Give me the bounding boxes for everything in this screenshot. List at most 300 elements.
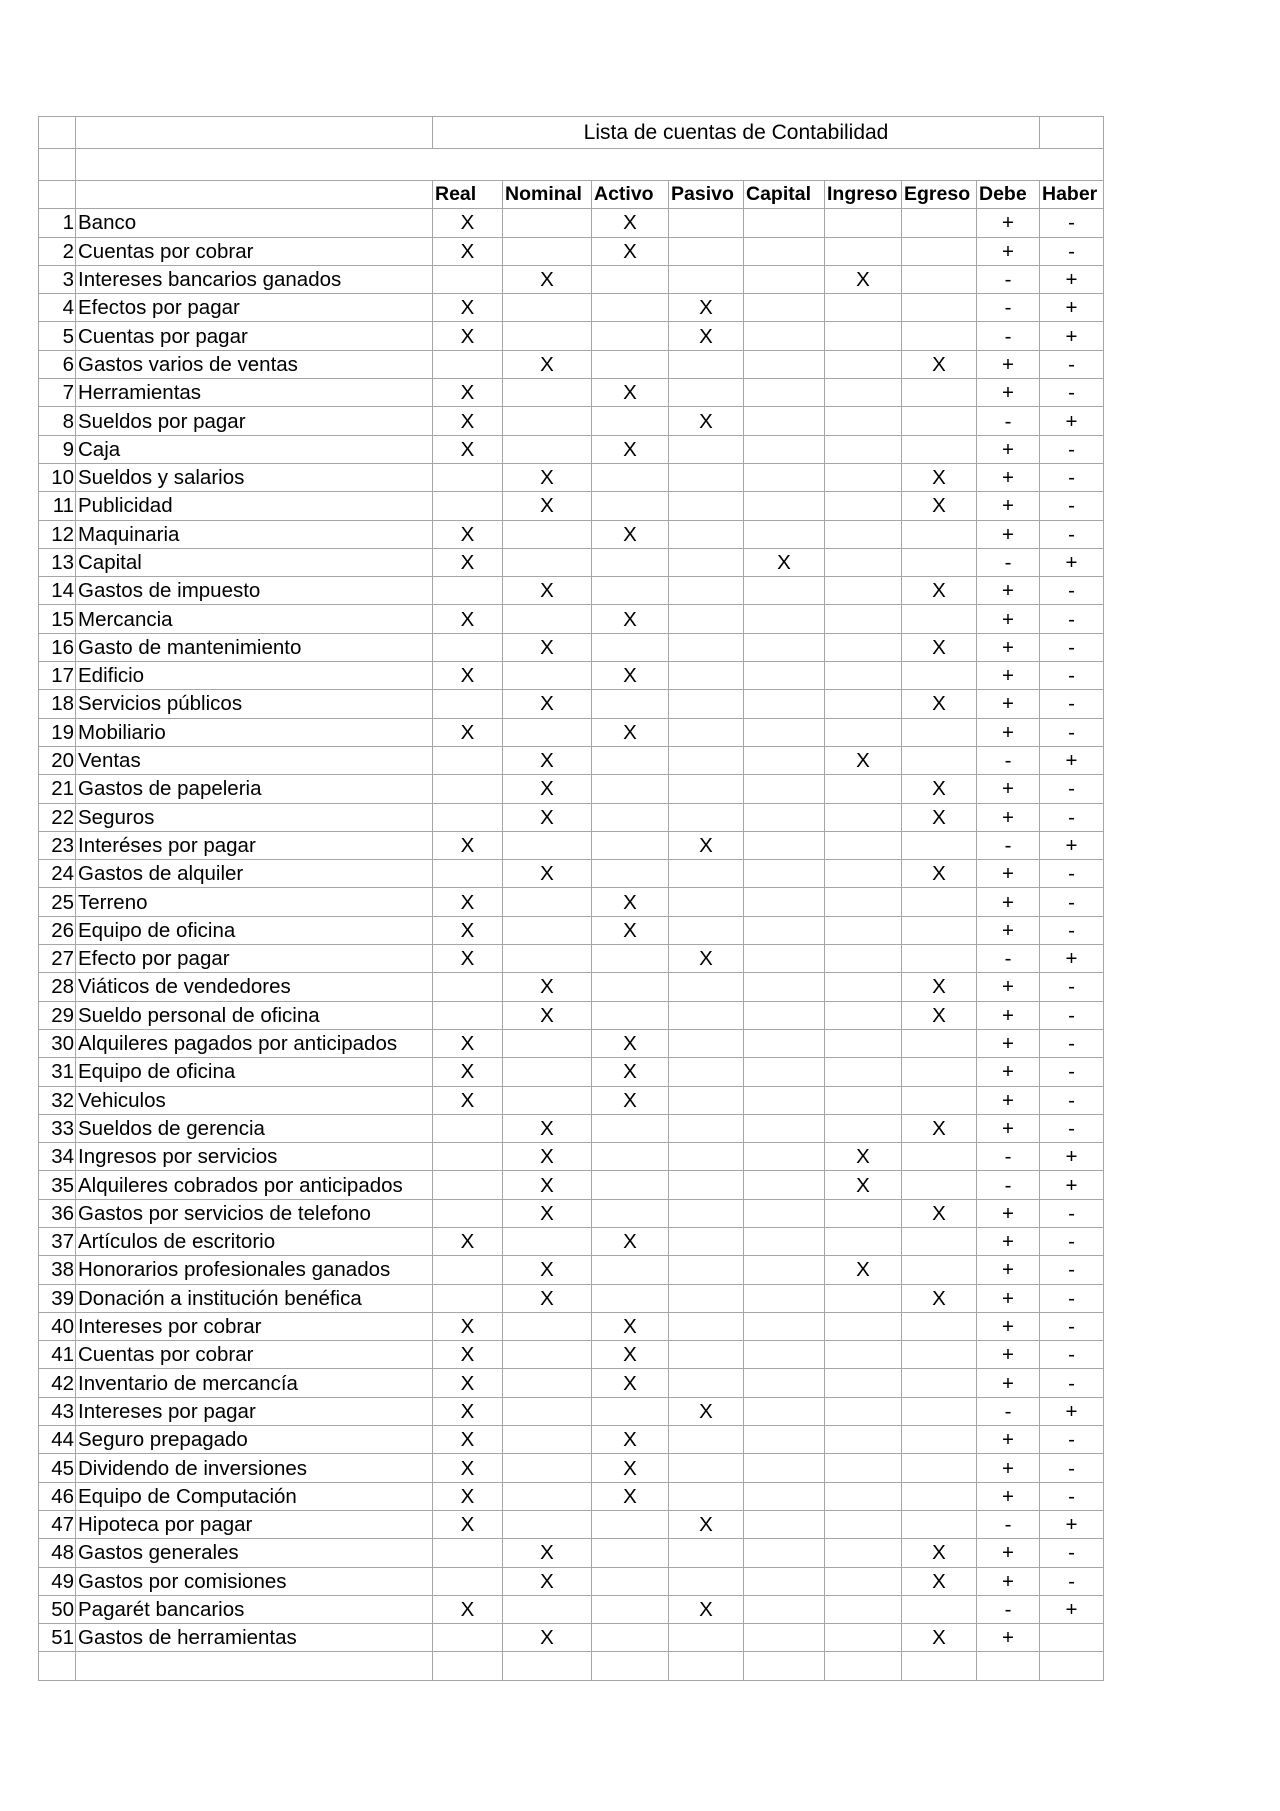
pasivo-mark[interactable] (669, 803, 744, 831)
nominal-mark[interactable] (503, 1454, 592, 1482)
pasivo-mark[interactable] (669, 1341, 744, 1369)
activo-mark[interactable] (592, 633, 669, 661)
account-name[interactable]: Sueldos de gerencia (76, 1114, 433, 1142)
row-number[interactable]: 39 (39, 1284, 76, 1312)
ingreso-mark[interactable] (825, 888, 902, 916)
real-mark[interactable] (433, 1171, 503, 1199)
haber-sign[interactable]: + (1040, 548, 1104, 576)
real-mark[interactable] (433, 463, 503, 491)
row-number[interactable]: 18 (39, 690, 76, 718)
haber-sign[interactable]: - (1040, 1454, 1104, 1482)
capital-mark[interactable] (744, 1312, 825, 1340)
haber-sign[interactable]: - (1040, 350, 1104, 378)
haber-sign[interactable]: - (1040, 1539, 1104, 1567)
row-number[interactable]: 15 (39, 605, 76, 633)
debe-sign[interactable]: - (977, 548, 1040, 576)
egreso-mark[interactable] (902, 294, 977, 322)
row-number[interactable]: 17 (39, 662, 76, 690)
haber-sign[interactable]: - (1040, 860, 1104, 888)
haber-sign[interactable]: + (1040, 1143, 1104, 1171)
egreso-mark[interactable] (902, 1426, 977, 1454)
row-number[interactable]: 27 (39, 945, 76, 973)
pasivo-mark[interactable] (669, 746, 744, 774)
ingreso-mark[interactable] (825, 1567, 902, 1595)
activo-mark[interactable] (592, 577, 669, 605)
egreso-mark[interactable]: X (902, 350, 977, 378)
real-mark[interactable] (433, 775, 503, 803)
row-number[interactable]: 10 (39, 463, 76, 491)
real-mark[interactable] (433, 492, 503, 520)
debe-sign[interactable]: + (977, 1454, 1040, 1482)
activo-mark[interactable] (592, 322, 669, 350)
account-name[interactable]: Equipo de oficina (76, 916, 433, 944)
row-number[interactable]: 20 (39, 746, 76, 774)
egreso-mark[interactable]: X (902, 1624, 977, 1652)
debe-sign[interactable]: - (977, 1510, 1040, 1538)
capital-mark[interactable] (744, 945, 825, 973)
egreso-mark[interactable] (902, 605, 977, 633)
activo-mark[interactable] (592, 1114, 669, 1142)
debe-sign[interactable]: + (977, 1341, 1040, 1369)
nominal-mark[interactable] (503, 916, 592, 944)
row-number[interactable]: 8 (39, 407, 76, 435)
row-number[interactable]: 14 (39, 577, 76, 605)
haber-sign[interactable]: - (1040, 916, 1104, 944)
account-name[interactable]: Mercancia (76, 605, 433, 633)
row-number[interactable]: 26 (39, 916, 76, 944)
nominal-mark[interactable] (503, 1482, 592, 1510)
ingreso-mark[interactable] (825, 492, 902, 520)
ingreso-mark[interactable] (825, 1510, 902, 1538)
real-mark[interactable]: X (433, 1510, 503, 1538)
pasivo-mark[interactable]: X (669, 294, 744, 322)
activo-mark[interactable]: X (592, 1227, 669, 1255)
cell[interactable] (1040, 117, 1104, 149)
debe-sign[interactable]: + (977, 1086, 1040, 1114)
account-name[interactable]: Alquileres pagados por anticipados (76, 1029, 433, 1057)
nominal-mark[interactable] (503, 831, 592, 859)
real-mark[interactable]: X (433, 322, 503, 350)
nominal-mark[interactable] (503, 379, 592, 407)
ingreso-mark[interactable] (825, 1058, 902, 1086)
account-name[interactable]: Ventas (76, 746, 433, 774)
activo-mark[interactable] (592, 831, 669, 859)
row-number[interactable]: 6 (39, 350, 76, 378)
ingreso-mark[interactable]: X (825, 265, 902, 293)
row-number[interactable]: 44 (39, 1426, 76, 1454)
activo-mark[interactable]: X (592, 1341, 669, 1369)
real-mark[interactable] (433, 350, 503, 378)
pasivo-mark[interactable] (669, 690, 744, 718)
egreso-mark[interactable]: X (902, 1539, 977, 1567)
cell[interactable] (39, 1652, 76, 1680)
activo-mark[interactable] (592, 1256, 669, 1284)
activo-mark[interactable]: X (592, 209, 669, 237)
account-name[interactable]: Intereses por cobrar (76, 1312, 433, 1340)
capital-mark[interactable] (744, 1143, 825, 1171)
ingreso-mark[interactable] (825, 973, 902, 1001)
row-number[interactable]: 36 (39, 1199, 76, 1227)
account-name[interactable]: Efecto por pagar (76, 945, 433, 973)
nominal-mark[interactable] (503, 435, 592, 463)
haber-sign[interactable]: - (1040, 1426, 1104, 1454)
nominal-mark[interactable]: X (503, 350, 592, 378)
ingreso-mark[interactable] (825, 1086, 902, 1114)
pasivo-mark[interactable] (669, 1539, 744, 1567)
pasivo-mark[interactable] (669, 1426, 744, 1454)
cell[interactable] (76, 117, 433, 149)
account-name[interactable]: Seguro prepagado (76, 1426, 433, 1454)
real-mark[interactable]: X (433, 662, 503, 690)
debe-sign[interactable]: + (977, 492, 1040, 520)
ingreso-mark[interactable] (825, 803, 902, 831)
row-number[interactable]: 4 (39, 294, 76, 322)
capital-mark[interactable] (744, 605, 825, 633)
activo-mark[interactable] (592, 1284, 669, 1312)
row-number[interactable]: 35 (39, 1171, 76, 1199)
egreso-mark[interactable] (902, 379, 977, 407)
real-mark[interactable]: X (433, 1397, 503, 1425)
nominal-mark[interactable] (503, 718, 592, 746)
pasivo-mark[interactable] (669, 1058, 744, 1086)
haber-sign[interactable]: + (1040, 1171, 1104, 1199)
haber-sign[interactable]: - (1040, 463, 1104, 491)
pasivo-mark[interactable] (669, 237, 744, 265)
ingreso-mark[interactable] (825, 548, 902, 576)
nominal-mark[interactable] (503, 1086, 592, 1114)
row-number[interactable]: 31 (39, 1058, 76, 1086)
capital-mark[interactable] (744, 803, 825, 831)
egreso-mark[interactable] (902, 520, 977, 548)
pasivo-mark[interactable] (669, 1624, 744, 1652)
real-mark[interactable] (433, 1284, 503, 1312)
ingreso-mark[interactable] (825, 1227, 902, 1255)
cell[interactable] (592, 1652, 669, 1680)
nominal-mark[interactable] (503, 662, 592, 690)
account-name[interactable]: Herramientas (76, 379, 433, 407)
account-name[interactable]: Intereses bancarios ganados (76, 265, 433, 293)
nominal-mark[interactable]: X (503, 492, 592, 520)
account-name[interactable]: Cuentas por cobrar (76, 1341, 433, 1369)
account-name[interactable]: Artículos de escritorio (76, 1227, 433, 1255)
ingreso-mark[interactable] (825, 209, 902, 237)
debe-sign[interactable]: - (977, 1397, 1040, 1425)
activo-mark[interactable]: X (592, 1029, 669, 1057)
debe-sign[interactable]: + (977, 888, 1040, 916)
egreso-mark[interactable] (902, 1482, 977, 1510)
ingreso-mark[interactable] (825, 860, 902, 888)
capital-mark[interactable] (744, 1426, 825, 1454)
haber-sign[interactable]: - (1040, 662, 1104, 690)
haber-sign[interactable]: + (1040, 1595, 1104, 1623)
activo-mark[interactable]: X (592, 1426, 669, 1454)
cell[interactable] (825, 1652, 902, 1680)
activo-mark[interactable] (592, 1171, 669, 1199)
activo-mark[interactable]: X (592, 888, 669, 916)
account-name[interactable]: Caja (76, 435, 433, 463)
row-number[interactable]: 46 (39, 1482, 76, 1510)
capital-mark[interactable] (744, 860, 825, 888)
pasivo-mark[interactable] (669, 662, 744, 690)
account-name[interactable]: Mobiliario (76, 718, 433, 746)
debe-sign[interactable]: - (977, 831, 1040, 859)
row-number[interactable]: 11 (39, 492, 76, 520)
capital-mark[interactable] (744, 831, 825, 859)
nominal-mark[interactable]: X (503, 860, 592, 888)
pasivo-mark[interactable] (669, 492, 744, 520)
row-number[interactable]: 33 (39, 1114, 76, 1142)
nominal-mark[interactable] (503, 1510, 592, 1538)
pasivo-mark[interactable]: X (669, 945, 744, 973)
capital-mark[interactable] (744, 237, 825, 265)
account-name[interactable]: Gasto de mantenimiento (76, 633, 433, 661)
activo-mark[interactable]: X (592, 1369, 669, 1397)
pasivo-mark[interactable] (669, 548, 744, 576)
account-name[interactable]: Sueldos por pagar (76, 407, 433, 435)
egreso-mark[interactable]: X (902, 1567, 977, 1595)
account-name[interactable]: Publicidad (76, 492, 433, 520)
real-mark[interactable]: X (433, 237, 503, 265)
egreso-mark[interactable] (902, 1454, 977, 1482)
real-mark[interactable]: X (433, 1227, 503, 1255)
nominal-mark[interactable]: X (503, 973, 592, 1001)
capital-mark[interactable] (744, 1029, 825, 1057)
nominal-mark[interactable]: X (503, 1001, 592, 1029)
capital-mark[interactable] (744, 435, 825, 463)
egreso-mark[interactable]: X (902, 690, 977, 718)
haber-sign[interactable]: - (1040, 1312, 1104, 1340)
haber-sign[interactable]: + (1040, 265, 1104, 293)
ingreso-mark[interactable] (825, 1341, 902, 1369)
row-number[interactable]: 5 (39, 322, 76, 350)
egreso-mark[interactable] (902, 1256, 977, 1284)
debe-sign[interactable]: + (977, 1199, 1040, 1227)
nominal-mark[interactable] (503, 407, 592, 435)
activo-mark[interactable] (592, 1397, 669, 1425)
cell[interactable] (39, 117, 76, 149)
egreso-mark[interactable]: X (902, 463, 977, 491)
real-mark[interactable] (433, 690, 503, 718)
capital-mark[interactable]: X (744, 548, 825, 576)
egreso-mark[interactable]: X (902, 775, 977, 803)
account-name[interactable]: Viáticos de vendedores (76, 973, 433, 1001)
capital-mark[interactable] (744, 888, 825, 916)
account-name[interactable]: Vehiculos (76, 1086, 433, 1114)
real-mark[interactable]: X (433, 209, 503, 237)
ingreso-mark[interactable] (825, 1284, 902, 1312)
pasivo-mark[interactable] (669, 520, 744, 548)
pasivo-mark[interactable] (669, 973, 744, 1001)
capital-mark[interactable] (744, 1256, 825, 1284)
haber-sign[interactable]: - (1040, 973, 1104, 1001)
nominal-mark[interactable] (503, 548, 592, 576)
egreso-mark[interactable]: X (902, 577, 977, 605)
nominal-mark[interactable]: X (503, 1567, 592, 1595)
capital-mark[interactable] (744, 718, 825, 746)
capital-mark[interactable] (744, 1539, 825, 1567)
haber-sign[interactable]: - (1040, 1256, 1104, 1284)
account-name[interactable]: Sueldo personal de oficina (76, 1001, 433, 1029)
debe-sign[interactable]: + (977, 1567, 1040, 1595)
debe-sign[interactable]: + (977, 973, 1040, 1001)
activo-mark[interactable]: X (592, 605, 669, 633)
nominal-mark[interactable] (503, 322, 592, 350)
debe-sign[interactable]: + (977, 1029, 1040, 1057)
haber-sign[interactable]: + (1040, 322, 1104, 350)
egreso-mark[interactable]: X (902, 1001, 977, 1029)
debe-sign[interactable]: + (977, 860, 1040, 888)
pasivo-mark[interactable] (669, 718, 744, 746)
account-name[interactable]: Gastos por comisiones (76, 1567, 433, 1595)
egreso-mark[interactable] (902, 1369, 977, 1397)
row-number[interactable]: 13 (39, 548, 76, 576)
nominal-mark[interactable] (503, 945, 592, 973)
real-mark[interactable] (433, 1624, 503, 1652)
egreso-mark[interactable] (902, 407, 977, 435)
account-name[interactable]: Gastos de papeleria (76, 775, 433, 803)
real-mark[interactable]: X (433, 718, 503, 746)
account-name[interactable]: Gastos de herramientas (76, 1624, 433, 1652)
real-mark[interactable] (433, 265, 503, 293)
debe-sign[interactable]: + (977, 1001, 1040, 1029)
cell[interactable] (39, 149, 76, 181)
capital-mark[interactable] (744, 1199, 825, 1227)
activo-mark[interactable] (592, 548, 669, 576)
cell[interactable] (977, 1652, 1040, 1680)
real-mark[interactable] (433, 1567, 503, 1595)
account-name[interactable]: Intereses por pagar (76, 1397, 433, 1425)
account-name[interactable]: Gastos varios de ventas (76, 350, 433, 378)
pasivo-mark[interactable] (669, 1143, 744, 1171)
cell[interactable] (744, 1652, 825, 1680)
haber-sign[interactable]: - (1040, 492, 1104, 520)
debe-sign[interactable]: + (977, 1312, 1040, 1340)
pasivo-mark[interactable] (669, 1369, 744, 1397)
egreso-mark[interactable] (902, 718, 977, 746)
debe-sign[interactable]: + (977, 237, 1040, 265)
pasivo-mark[interactable]: X (669, 322, 744, 350)
debe-sign[interactable]: + (977, 775, 1040, 803)
real-mark[interactable]: X (433, 888, 503, 916)
nominal-mark[interactable] (503, 237, 592, 265)
nominal-mark[interactable]: X (503, 775, 592, 803)
account-name[interactable]: Terreno (76, 888, 433, 916)
pasivo-mark[interactable] (669, 1227, 744, 1255)
capital-mark[interactable] (744, 1086, 825, 1114)
real-mark[interactable] (433, 1143, 503, 1171)
haber-sign[interactable]: - (1040, 1114, 1104, 1142)
debe-sign[interactable]: - (977, 265, 1040, 293)
nominal-mark[interactable]: X (503, 1624, 592, 1652)
ingreso-mark[interactable] (825, 435, 902, 463)
debe-sign[interactable]: + (977, 633, 1040, 661)
debe-sign[interactable]: + (977, 1539, 1040, 1567)
pasivo-mark[interactable] (669, 1001, 744, 1029)
cell[interactable] (433, 1652, 503, 1680)
account-name[interactable]: Cuentas por pagar (76, 322, 433, 350)
pasivo-mark[interactable] (669, 1086, 744, 1114)
capital-mark[interactable] (744, 379, 825, 407)
row-number[interactable]: 24 (39, 860, 76, 888)
ingreso-mark[interactable] (825, 1426, 902, 1454)
haber-sign[interactable]: - (1040, 1482, 1104, 1510)
real-mark[interactable]: X (433, 1482, 503, 1510)
ingreso-mark[interactable]: X (825, 1171, 902, 1199)
row-number[interactable]: 2 (39, 237, 76, 265)
row-number[interactable]: 50 (39, 1595, 76, 1623)
ingreso-mark[interactable]: X (825, 1256, 902, 1284)
nominal-mark[interactable]: X (503, 1143, 592, 1171)
debe-sign[interactable]: + (977, 690, 1040, 718)
activo-mark[interactable] (592, 294, 669, 322)
capital-mark[interactable] (744, 1171, 825, 1199)
row-number[interactable]: 37 (39, 1227, 76, 1255)
row-number[interactable]: 28 (39, 973, 76, 1001)
cell[interactable] (902, 1652, 977, 1680)
account-name[interactable]: Efectos por pagar (76, 294, 433, 322)
row-number[interactable]: 19 (39, 718, 76, 746)
ingreso-mark[interactable] (825, 633, 902, 661)
debe-sign[interactable]: + (977, 718, 1040, 746)
row-number[interactable]: 9 (39, 435, 76, 463)
debe-sign[interactable]: + (977, 350, 1040, 378)
debe-sign[interactable]: + (977, 1624, 1040, 1652)
activo-mark[interactable] (592, 775, 669, 803)
haber-sign[interactable]: - (1040, 1369, 1104, 1397)
real-mark[interactable]: X (433, 548, 503, 576)
ingreso-mark[interactable] (825, 407, 902, 435)
activo-mark[interactable] (592, 1539, 669, 1567)
debe-sign[interactable]: + (977, 520, 1040, 548)
ingreso-mark[interactable] (825, 1624, 902, 1652)
account-name[interactable]: Maquinaria (76, 520, 433, 548)
egreso-mark[interactable] (902, 1143, 977, 1171)
account-name[interactable]: Donación a institución benéfica (76, 1284, 433, 1312)
account-name[interactable]: Servicios públicos (76, 690, 433, 718)
egreso-mark[interactable]: X (902, 973, 977, 1001)
row-number[interactable]: 42 (39, 1369, 76, 1397)
account-name[interactable]: Interéses por pagar (76, 831, 433, 859)
egreso-mark[interactable]: X (902, 492, 977, 520)
row-number[interactable]: 49 (39, 1567, 76, 1595)
row-number[interactable]: 23 (39, 831, 76, 859)
haber-sign[interactable]: + (1040, 945, 1104, 973)
capital-mark[interactable] (744, 322, 825, 350)
nominal-mark[interactable]: X (503, 633, 592, 661)
egreso-mark[interactable]: X (902, 633, 977, 661)
activo-mark[interactable]: X (592, 435, 669, 463)
haber-sign[interactable]: - (1040, 633, 1104, 661)
debe-sign[interactable]: + (977, 1482, 1040, 1510)
real-mark[interactable]: X (433, 605, 503, 633)
real-mark[interactable] (433, 1256, 503, 1284)
real-mark[interactable] (433, 1539, 503, 1567)
haber-sign[interactable]: - (1040, 1227, 1104, 1255)
nominal-mark[interactable] (503, 209, 592, 237)
real-mark[interactable] (433, 803, 503, 831)
nominal-mark[interactable]: X (503, 1114, 592, 1142)
real-mark[interactable]: X (433, 1086, 503, 1114)
nominal-mark[interactable]: X (503, 463, 592, 491)
ingreso-mark[interactable] (825, 1114, 902, 1142)
nominal-mark[interactable]: X (503, 1256, 592, 1284)
nominal-mark[interactable] (503, 1029, 592, 1057)
nominal-mark[interactable] (503, 520, 592, 548)
ingreso-mark[interactable]: X (825, 746, 902, 774)
pasivo-mark[interactable]: X (669, 831, 744, 859)
real-mark[interactable]: X (433, 1595, 503, 1623)
haber-sign[interactable]: - (1040, 1199, 1104, 1227)
